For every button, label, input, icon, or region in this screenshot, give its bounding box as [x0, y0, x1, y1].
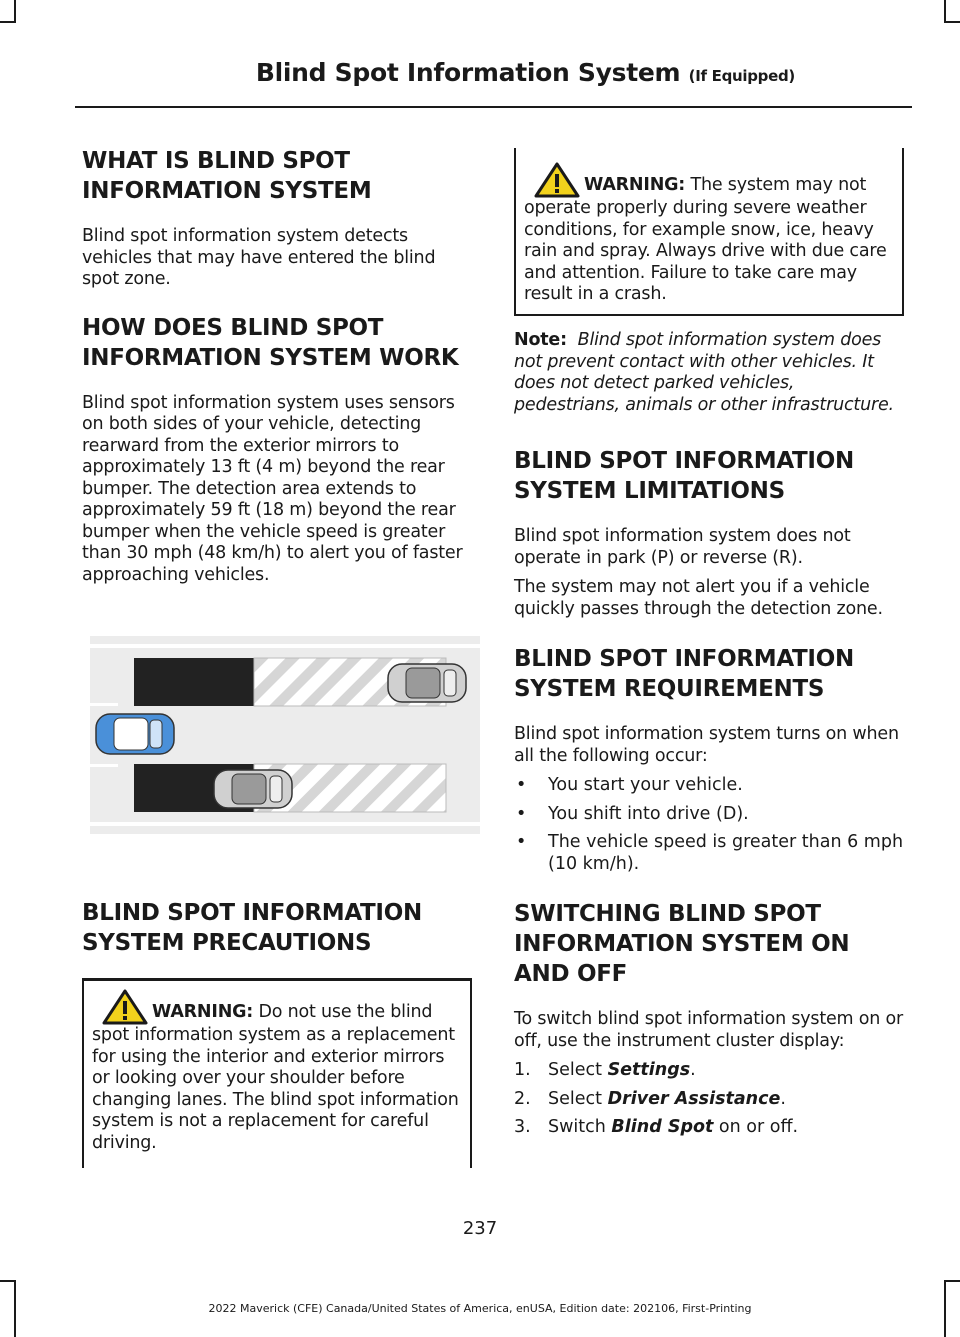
paragraph-switching: To switch blind spot information system on or off, use the instrument cluster display: [514, 1009, 904, 1051]
step-menu-name: Blind Spot [611, 1117, 714, 1137]
warning-triangle-icon [102, 989, 148, 1025]
switching-steps [514, 1060, 904, 1139]
left-column-lower [82, 898, 472, 958]
step-menu-name: Settings [607, 1060, 691, 1080]
crop-mark [944, 0, 946, 22]
heading-line: BLIND SPOT INFORMATION [514, 448, 854, 474]
note-text: Blind spot information system does not prevent contact with other vehicles. It does not detect parked vehicles, pedestrians, animals or other infrastructure. [514, 330, 894, 415]
warning-box-precautions [82, 978, 472, 1168]
paragraph-how-works: Blind spot information system uses sensors on both sides of your vehicle, detecting rearward from the exterior mirrors to approximately 13 ft (4 m) beyond the rear bumper. The detection area extends to approximately 59 ft (18 m) beyond the rear bumper when the vehicle speed is greater than 30 mph (48 km/h) to alert you of faster approaching vehicles. [82, 392, 463, 585]
crop-mark [14, 0, 16, 22]
lane-line [90, 644, 480, 648]
step-item [514, 1117, 904, 1139]
left-column [82, 146, 472, 586]
footer-edition: 2022 Maverick (CFE) Canada/United States of America, enUSA, Edition date: 202106, First-Printing [208, 1302, 752, 1315]
step-text: Select [548, 1060, 608, 1080]
bullet-glyph: • [516, 832, 527, 852]
crop-mark [0, 1280, 16, 1282]
crop-mark [944, 1280, 960, 1282]
step-text: . [690, 1060, 696, 1080]
warning-box-weather [514, 148, 904, 316]
heading-line: INFORMATION SYSTEM WORK [82, 344, 459, 371]
section-heading-limitations [514, 446, 904, 506]
warning-text: The system may not operate properly during severe weather conditions, for example snow, ice, heavy rain and spray. Always drive with due care and attention. Failure to take care may result in a crash. [524, 175, 887, 304]
blind-spot-vehicle-icon [214, 770, 292, 808]
step-number: 3. [514, 1117, 531, 1137]
section-heading-how-works [82, 313, 472, 373]
paragraph-limitations-2: The system may not alert you if a vehicle quickly passes through the detection zone. [514, 577, 883, 619]
warning-text: Do not use the blind spot information system as a replacement for using the interior and exterior mirrors or looking over your shoulder before changing lanes. The blind spot information system is not a replacement for careful driving. [92, 1002, 459, 1153]
crop-mark [944, 21, 960, 23]
heading-line: INFORMATION SYSTEM [82, 178, 372, 204]
heading-line: HOW DOES BLIND SPOT [82, 314, 384, 341]
heading-line: AND OFF [514, 961, 628, 987]
blind-spot-diagram [90, 636, 480, 834]
bullet-glyph: • [516, 803, 527, 824]
list-item [514, 832, 904, 875]
step-text: on or off. [713, 1117, 799, 1137]
note [514, 330, 904, 416]
step-menu-name: Driver Assistance [607, 1088, 781, 1109]
heading-line: BLIND SPOT INFORMATION [514, 646, 854, 672]
crop-mark [0, 21, 16, 23]
list-item-text: You start your vehicle. [548, 775, 743, 795]
bullet-glyph: • [516, 775, 527, 795]
step-number: 2. [514, 1088, 531, 1109]
section-heading-precautions [82, 898, 472, 958]
detection-zone-near [134, 658, 254, 706]
heading-line: INFORMATION SYSTEM ON [514, 931, 850, 957]
page-number: 237 [462, 1218, 498, 1239]
step-text: Select [548, 1088, 608, 1109]
step-item [514, 1089, 904, 1111]
header-rule [75, 106, 912, 108]
warning-label: WARNING: [584, 175, 686, 195]
heading-line: BLIND SPOT INFORMATION [82, 900, 422, 926]
heading-line: SYSTEM LIMITATIONS [514, 478, 785, 504]
requirements-list [514, 775, 904, 875]
section-heading-switching [514, 899, 904, 989]
approaching-vehicle-icon [388, 664, 466, 702]
section-heading-requirements [514, 644, 904, 704]
right-column [514, 330, 904, 1146]
list-item-text: You shift into drive (D). [548, 803, 749, 824]
warning-label: WARNING: [152, 1002, 254, 1022]
header-title: Blind Spot Information System [255, 58, 681, 87]
step-number: 1. [514, 1060, 531, 1080]
header-subtitle: (If Equipped) [688, 67, 795, 85]
page-header-title [256, 58, 795, 87]
step-text: . [780, 1088, 786, 1109]
list-item-text: The vehicle speed is greater than 6 mph (10 km/h). [548, 832, 904, 874]
warning-triangle-icon [534, 162, 580, 198]
heading-line: WHAT IS BLIND SPOT [82, 148, 350, 174]
paragraph-requirements: Blind spot information system turns on when all the following occur: [514, 724, 899, 766]
list-item [514, 775, 904, 797]
own-vehicle-icon [96, 714, 174, 754]
paragraph-limitations-1: Blind spot information system does not operate in park (P) or reverse (R). [514, 526, 851, 568]
heading-line: SWITCHING BLIND SPOT [514, 901, 821, 927]
step-item [514, 1060, 904, 1082]
note-label: Note: [514, 330, 567, 350]
step-text: Switch [548, 1117, 612, 1137]
heading-line: SYSTEM REQUIREMENTS [514, 676, 825, 702]
lane-line [90, 822, 480, 826]
section-heading-what-is [82, 146, 472, 206]
list-item [514, 804, 904, 826]
heading-line: SYSTEM PRECAUTIONS [82, 930, 372, 956]
paragraph-what-is: Blind spot information system detects vehicles that may have entered the blind spot zone. [82, 226, 436, 289]
